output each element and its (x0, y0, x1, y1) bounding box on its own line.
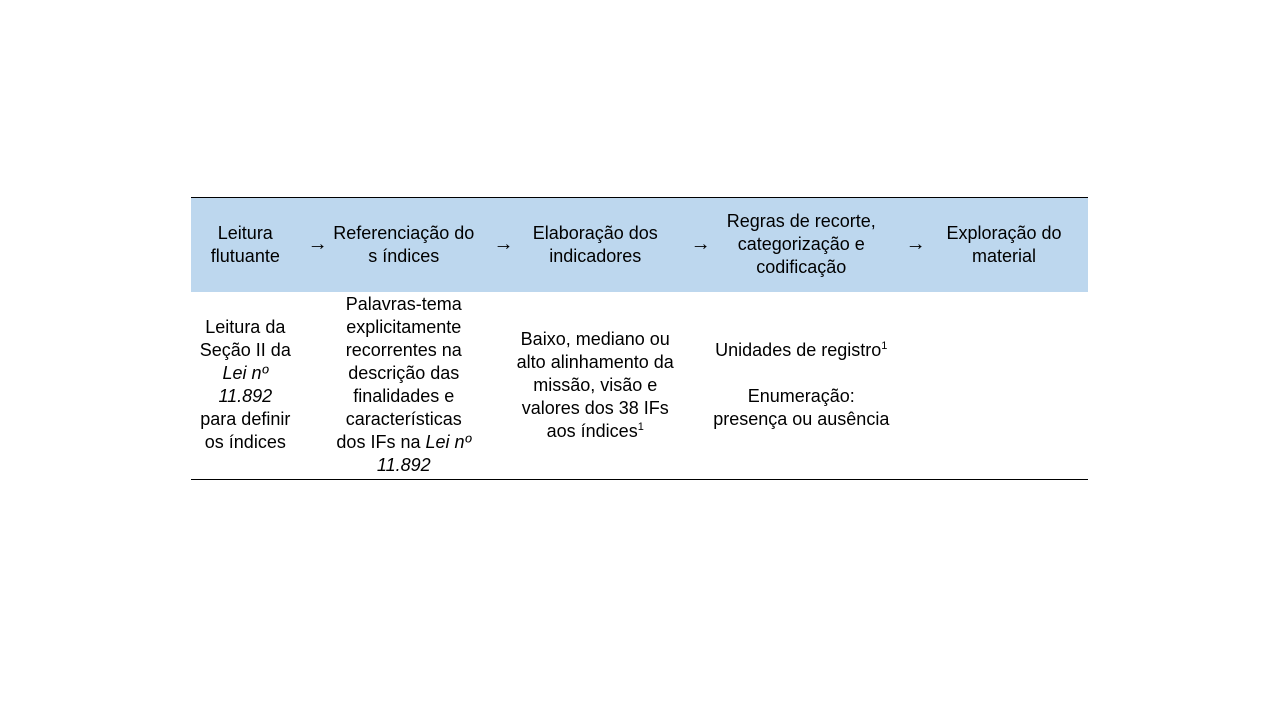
cell-1-law-reference: Lei nº 11.892 (218, 363, 273, 407)
header-row (191, 198, 1088, 292)
content-row (191, 292, 1088, 480)
footnote-marker: 1 (637, 420, 644, 433)
cell-1-text-1: Leitura da Seção II da (199, 317, 291, 361)
arrow-icon: → (905, 233, 926, 256)
arrow-icon: → (493, 233, 514, 256)
arrow-spacer (486, 292, 508, 480)
header-referenciacao-text: Referenciação dos índices (333, 222, 475, 266)
content-analysis-flow-table (191, 197, 1088, 480)
arrow-spacer (898, 292, 920, 480)
cell-elaboracao (508, 292, 683, 480)
cell-referenciacao (322, 292, 485, 480)
cell-1-text-2: para definir os índices (200, 409, 291, 453)
cell-leitura-flutuante (191, 292, 300, 480)
cell-2-text: Palavras-tema explicitamente recorrentes na descrição das finalidades e características dos IFs na (336, 294, 462, 453)
arrow-icon: → (690, 233, 711, 256)
paragraph-gap (713, 362, 890, 385)
header-elaboracao: Elaboração dos indicadores (532, 222, 658, 266)
cell-4-text-1: Unidades de registro (715, 340, 882, 361)
footnote-marker: 1 (881, 340, 888, 353)
arrow-spacer (683, 292, 705, 480)
cell-regras (705, 292, 898, 480)
header-regras: Regras de recorte, categorização e codificação (726, 211, 876, 278)
cell-3-text: Baixo, mediano ou alto alinhamento da missão, visão e valores dos 38 IFs aos índices (516, 328, 674, 441)
header-exploracao: Exploração do material (946, 222, 1062, 266)
header-leitura-flutuante: Leitura flutuante (210, 222, 280, 266)
arrow-spacer (300, 292, 322, 480)
cell-4-text-2: Enumeração: presença ou ausência (713, 386, 890, 430)
header-referenciacao (322, 198, 485, 292)
arrow-icon: → (307, 233, 328, 256)
cell-exploracao (920, 292, 1088, 480)
cell-2-law-reference: Lei nº 11.892 (376, 432, 472, 476)
